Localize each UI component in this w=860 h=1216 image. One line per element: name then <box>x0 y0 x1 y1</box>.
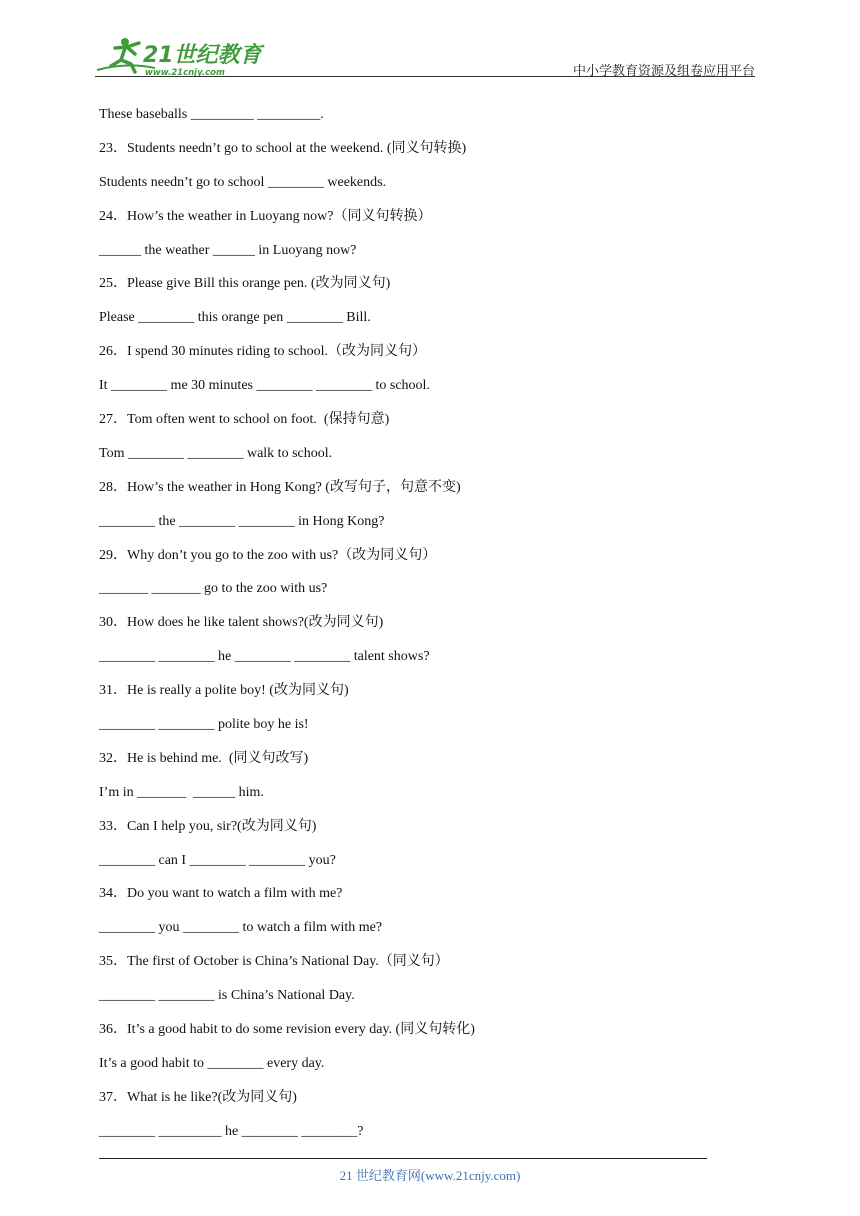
exercise-line: 28．How’s the weather in Hong Kong? (改写句子，句意不变) <box>99 479 461 495</box>
exercise-line: Tom ________ ________ walk to school. <box>99 445 333 461</box>
exercise-line: Students needn’t go to school ________ weekends. <box>99 174 387 190</box>
exercise-line: I’m in _______ ______ him. <box>99 784 264 800</box>
exercise-line: 29．Why don’t you go to the zoo with us?（改为同义句） <box>99 547 437 563</box>
logo-url: www.21cnjy.com <box>145 68 225 78</box>
header-platform-name: 中小学教育资源及组卷应用平台 <box>572 64 755 79</box>
exercise-line: _______ _______ go to the zoo with us? <box>99 581 328 597</box>
exercise-line: 31．He is really a polite boy! (改为同义句) <box>99 683 349 699</box>
exercise-line: These baseballs _________ _________. <box>99 107 324 122</box>
exercise-line: It ________ me 30 minutes ________ ________ to school. <box>99 378 430 394</box>
exercise-line: 37．What is he like?(改为同义句) <box>99 1089 297 1105</box>
exercise-line: 34．Do you want to watch a film with me? <box>99 886 343 902</box>
logo-21cnjy <box>95 34 265 78</box>
logo-text: 21世纪教育 <box>143 43 262 68</box>
exercise-line: ________ the ________ ________ in Hong Kong? <box>99 513 385 529</box>
exercise-line: ________ ________ he ________ ________ talent shows? <box>99 649 430 665</box>
exercise-line: 24．How’s the weather in Luoyang now?（同义句转换） <box>99 208 432 224</box>
exercise-line: ________ ________ polite boy he is! <box>99 717 309 733</box>
exercise-line: 36．It’s a good habit to do some revision every day. (同义句转化) <box>99 1022 475 1038</box>
exercise-line: 27．Tom often went to school on foot. (保持句意) <box>99 412 390 428</box>
exercise-line: 23．Students needn’t go to school at the weekend. (同义句转换) <box>99 140 467 156</box>
footer-divider <box>99 1158 707 1159</box>
exercise-line: 26．I spend 30 minutes riding to school.（改为同义句） <box>99 344 427 360</box>
exercise-line: ________ ________ is China’s National Day. <box>99 988 355 1004</box>
exercise-line: 30．How does he like talent shows?(改为同义句) <box>99 615 384 631</box>
exercise-line: ________ can I ________ ________ you? <box>99 852 336 868</box>
exercise-line: Please ________ this orange pen ________ Bill. <box>99 310 371 326</box>
page-header <box>95 30 755 78</box>
exercise-line: It’s a good habit to ________ every day. <box>99 1055 325 1071</box>
exercise-line: 32．He is behind me. (同义句改写) <box>99 750 309 766</box>
exercise-list <box>99 104 719 1155</box>
exercise-line: ________ _________ he ________ ________? <box>99 1123 364 1139</box>
header-divider <box>95 76 755 77</box>
exercise-line: ______ the weather ______ in Luoyang now? <box>99 242 357 258</box>
exercise-line: 35．The first of October is China’s National Day.（同义句） <box>99 954 449 970</box>
exercise-line: 33．Can I help you, sir?(改为同义句) <box>99 818 317 834</box>
exercise-line: 25．Please give Bill this orange pen. (改为同义句) <box>99 276 391 292</box>
exercise-line: ________ you ________ to watch a film with me? <box>99 920 383 936</box>
footer-site: 21 世纪教育网(www.21cnjy.com) <box>339 1168 521 1183</box>
